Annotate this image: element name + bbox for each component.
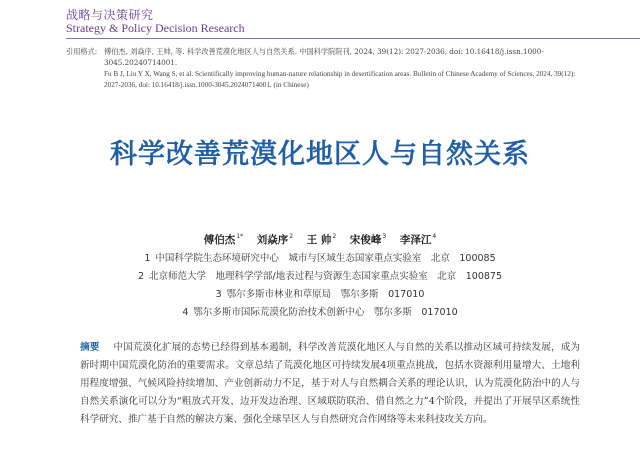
citation-label: 引用格式:	[66, 47, 98, 56]
citation-cn: 傅伯杰, 刘焱序, 王帅, 等. 科学改善荒漠化地区人与自然关系. 中国科学院院刊, 2024, 39(12): 2027-2036, doi: 10.16418/j.issn.1000-3045.20240714001.	[104, 47, 544, 67]
affiliation: 2 北京师范大学 地理科学学部/地表过程与资源生态国家重点实验室 北京 100875	[137, 271, 502, 282]
article-title: 科学改善荒漠化地区人与自然关系	[110, 139, 530, 170]
affiliation: 1 中国科学院生态环境研究中心 城市与区域生态国家重点实验室 北京 100085	[144, 253, 496, 264]
author: 李泽江$^4$	[399, 233, 437, 246]
citation-block	[66, 47, 586, 90]
author: 刘焱序$^2$	[256, 233, 294, 246]
abstract-text: 中国荒漠化扩展的态势已经得到基本遏制，科学改善荒漠化地区人与自然的关系以推动区域可持续发展，成为新时期中国荒漠化防治的重要需求。文章总结了荒漠化地区可持续发展4项重点挑战，包括水资源利用量增大、土地利用程度增强、气候风险持续增加、产业创新动力不足，基于对人与自然耦合关系的理论认识，认为荒漠化防治中的人与自然关系演化可以分为“粗放式开发、边开发边治理、区域联防联治、借自然之力”4个阶段，并提出了开展旱区系统性科学研究、推广基于自然的解决方案、强化全球旱区人与自然研究合作网络等未来科技攻关方向。	[80, 342, 581, 425]
author: 王 帅$^2$	[306, 233, 337, 246]
abstract	[80, 339, 580, 429]
affiliation: 4 鄂尔多斯市国际荒漠化防治技术创新中心 鄂尔多斯 017010	[182, 307, 458, 318]
author: 傅伯杰$^{1*}$	[203, 233, 244, 246]
journal-section-title-cn: 战略与决策研究	[66, 8, 154, 22]
citation-cn-row	[66, 47, 586, 68]
affiliation: 3 鄂尔多斯市林业和草原局 鄂尔多斯 017010	[215, 289, 425, 300]
author: 宋俊峰$^3$	[349, 233, 387, 246]
journal-section-title-en: Strategy & Policy Decision Research	[66, 21, 245, 35]
abstract-label: 摘要	[80, 342, 100, 353]
citation-en: Fu B J, Liu Y X, Wang S, et al. Scientifically improving human-nature relationship in desertification areas. Bulletin of Chinese Academy of Sciences, 2024, 39(12): 2027-2036, doi: 10.16418/j.issn.1000-3045.20240714001. (in Chinese)	[104, 70, 576, 89]
header-divider	[66, 38, 640, 39]
author-list	[0, 232, 640, 247]
